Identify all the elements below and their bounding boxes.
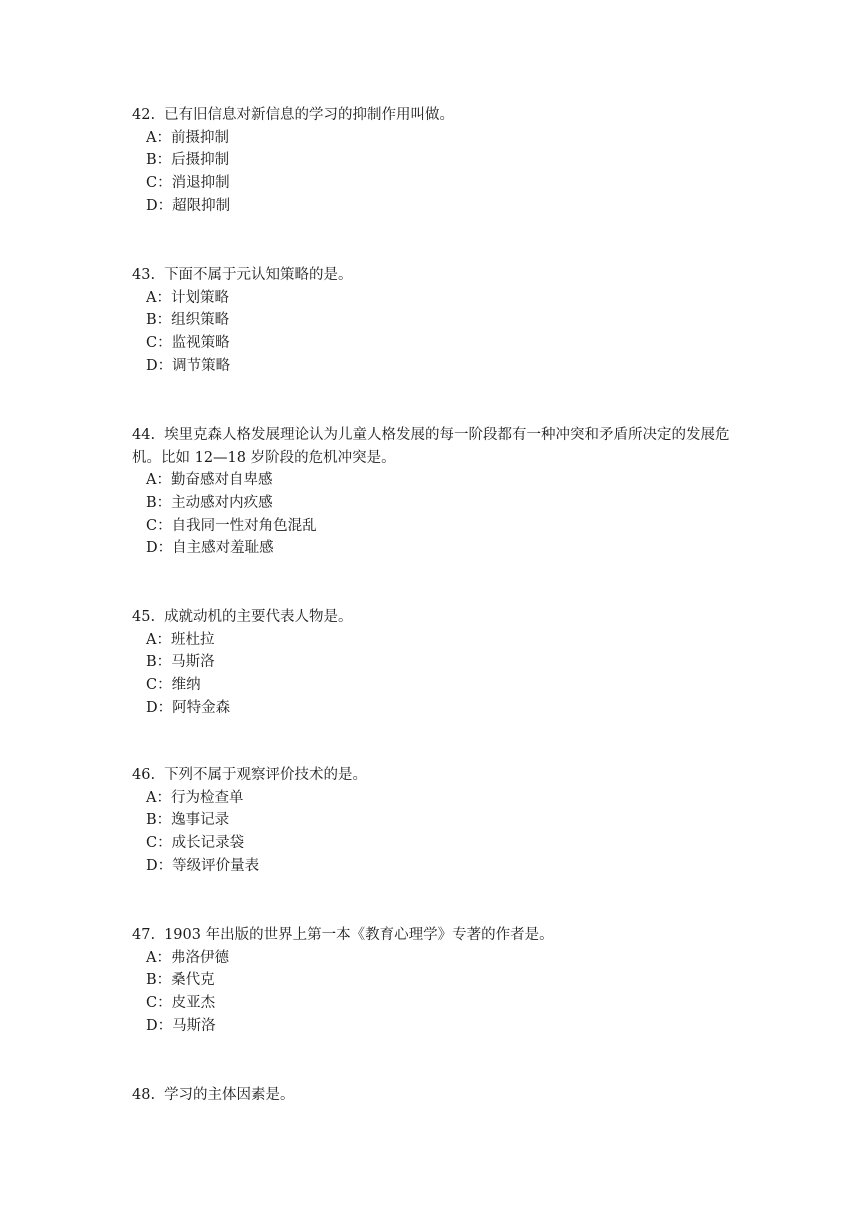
option-letter: C：: [146, 995, 172, 1012]
option-text: 阿特金森: [172, 699, 231, 716]
option-text: 成长记录袋: [171, 835, 245, 852]
option-text: 消退抑制: [171, 175, 230, 192]
option-list: [132, 947, 752, 1038]
option-text: 前摄抑制: [170, 129, 229, 146]
option-text: 自我同一性对角色混乱: [171, 517, 317, 534]
option-c: [132, 674, 752, 697]
option-b: [132, 492, 752, 515]
question-number: 46.: [132, 767, 156, 783]
question-44: [132, 424, 752, 560]
option-letter: C：: [146, 835, 172, 852]
option-c: [132, 172, 752, 195]
option-c: [132, 832, 752, 855]
option-c: [132, 515, 752, 538]
option-letter: C：: [146, 175, 172, 192]
option-b: [132, 149, 752, 172]
option-d: [132, 1015, 752, 1038]
option-text: 等级评价量表: [172, 857, 260, 874]
option-list: [132, 787, 752, 878]
option-b: [132, 309, 752, 332]
option-b: [132, 969, 752, 992]
option-a: [132, 127, 752, 150]
option-letter: C：: [146, 677, 172, 694]
option-letter: D：: [146, 540, 173, 557]
option-letter: A：: [146, 631, 171, 648]
question-number: 44.: [132, 427, 156, 443]
option-a: [132, 287, 752, 310]
question-text: 已有旧信息对新信息的学习的抑制作用叫做。: [164, 107, 455, 123]
option-text: 马斯洛: [171, 654, 215, 671]
question-stem: [132, 264, 752, 287]
option-text: 维纳: [171, 677, 201, 694]
option-letter: A：: [146, 789, 171, 806]
option-d: [132, 855, 752, 878]
question-number: 45.: [132, 609, 156, 625]
question-47: [132, 924, 752, 1038]
option-d: [132, 697, 752, 720]
question-45: [132, 606, 752, 720]
option-d: [132, 537, 752, 560]
option-text: 逸事记录: [171, 812, 230, 829]
option-letter: A：: [146, 472, 171, 488]
question-text: 成就动机的主要代表人物是。: [164, 609, 353, 625]
option-list: [132, 287, 752, 378]
option-text: 超限抑制: [172, 197, 231, 214]
option-letter: B：: [146, 312, 172, 329]
question-text: 埃里克森人格发展理论认为儿童人格发展的每一阶段都有一种冲突和矛盾所决定的发展危机。比如 12—18 岁阶段的危机冲突是。: [132, 427, 730, 466]
question-46: [132, 764, 752, 878]
question-48: [132, 1084, 752, 1107]
option-list: [132, 469, 752, 560]
question-number: 42.: [132, 107, 156, 123]
option-text: 主动感对内疚感: [171, 494, 273, 511]
option-a: [132, 469, 752, 492]
option-text: 弗洛伊德: [170, 949, 229, 966]
question-42: [132, 104, 752, 218]
option-text: 马斯洛: [172, 1017, 216, 1034]
option-letter: B：: [146, 494, 172, 511]
option-letter: D：: [146, 197, 173, 214]
option-b: [132, 809, 752, 832]
question-text: 1903 年出版的世界上第一本《教育心理学》专著的作者是。: [164, 927, 554, 943]
option-text: 皮亚杰: [171, 995, 216, 1012]
option-text: 调节策略: [172, 357, 231, 374]
option-text: 勤奋感对自卑感: [170, 472, 273, 488]
option-a: [132, 947, 752, 970]
question-number: 48.: [132, 1087, 156, 1103]
option-letter: D：: [146, 1017, 173, 1034]
option-letter: B：: [146, 972, 172, 989]
option-letter: C：: [146, 517, 172, 534]
question-stem: [132, 1084, 752, 1107]
option-d: [132, 195, 752, 218]
option-list: [132, 127, 752, 218]
question-number: 47.: [132, 927, 156, 943]
question-number: 43.: [132, 267, 156, 283]
option-letter: A：: [146, 289, 171, 306]
question-stem: [132, 104, 752, 127]
option-text: 计划策略: [170, 289, 229, 306]
option-letter: B：: [146, 812, 172, 829]
option-c: [132, 332, 752, 355]
question-text: 下面不属于元认知策略的是。: [164, 267, 353, 283]
question-stem: [132, 424, 752, 469]
option-letter: B：: [146, 654, 172, 671]
option-text: 组织策略: [171, 312, 230, 329]
option-text: 自主感对羞耻感: [172, 540, 274, 557]
option-d: [132, 355, 752, 378]
option-letter: D：: [146, 357, 173, 374]
option-list: [132, 629, 752, 720]
option-a: [132, 629, 752, 652]
option-letter: B：: [146, 152, 172, 169]
option-letter: A：: [146, 129, 171, 146]
option-text: 班杜拉: [170, 631, 215, 648]
option-text: 后摄抑制: [171, 152, 230, 169]
option-letter: D：: [146, 857, 173, 874]
question-text: 学习的主体因素是。: [164, 1087, 295, 1103]
option-a: [132, 787, 752, 810]
option-text: 桑代克: [171, 972, 215, 989]
option-b: [132, 651, 752, 674]
option-letter: D：: [146, 699, 173, 716]
option-letter: C：: [146, 335, 172, 352]
option-text: 行为检查单: [170, 789, 244, 806]
question-stem: [132, 606, 752, 629]
option-text: 监视策略: [171, 335, 230, 352]
question-stem: [132, 924, 752, 947]
question-43: [132, 264, 752, 378]
question-text: 下列不属于观察评价技术的是。: [164, 767, 368, 783]
question-stem: [132, 764, 752, 787]
option-letter: A：: [146, 949, 171, 966]
option-c: [132, 992, 752, 1015]
